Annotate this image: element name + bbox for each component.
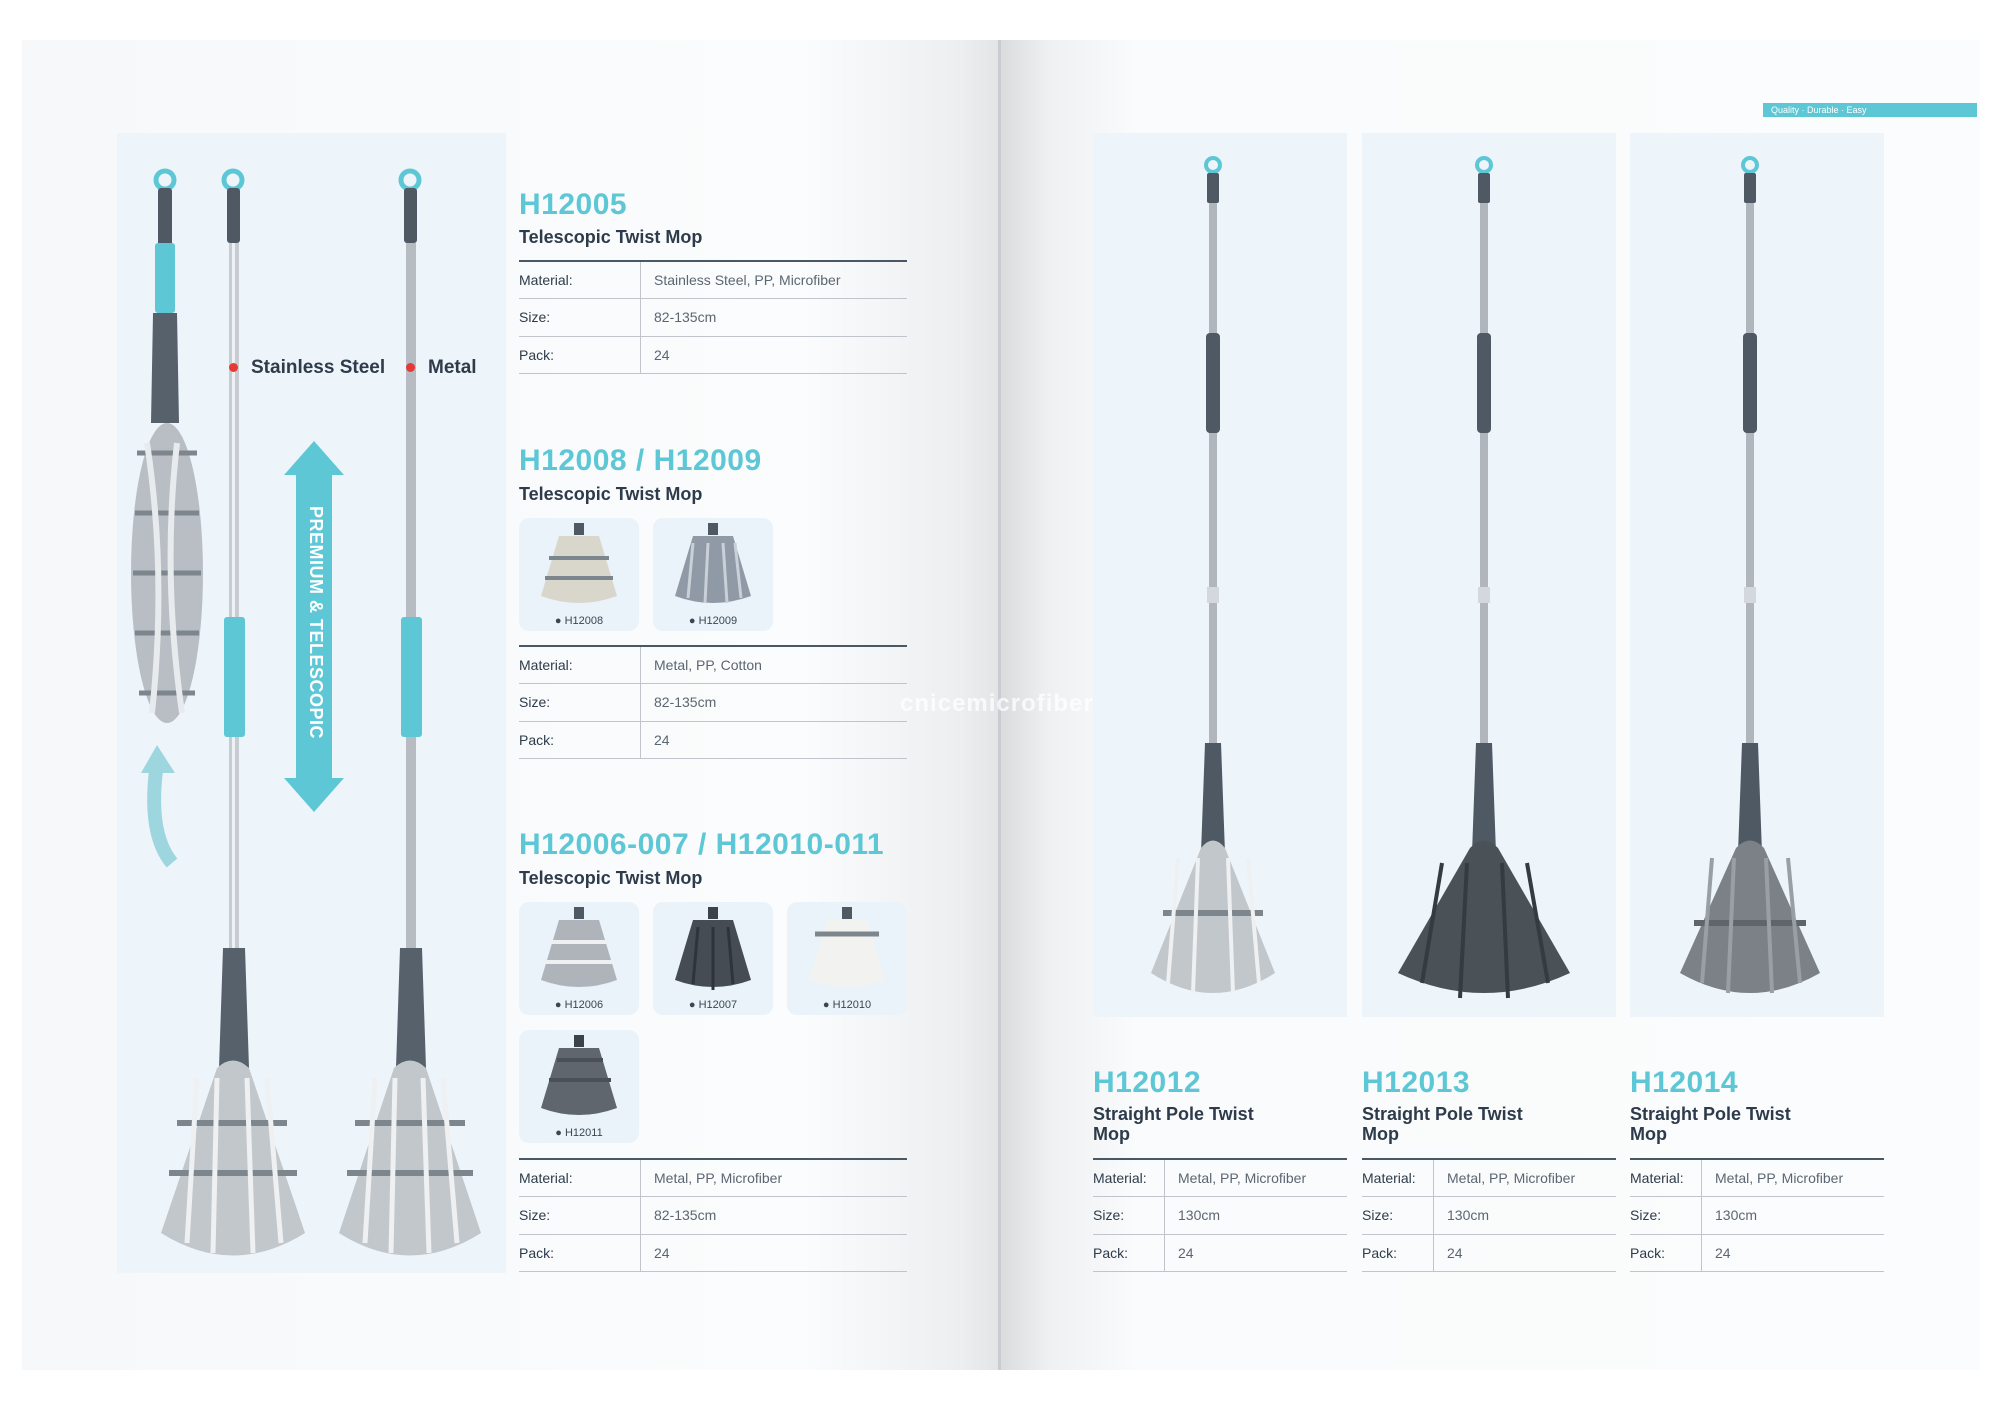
spec-row: Material: Stainless Steel, PP, Microfiber	[519, 261, 907, 299]
arrow-down-icon	[284, 778, 344, 812]
spec-row: Size: 82-135cm	[519, 299, 907, 337]
spec-row: Size: 82-135cm	[519, 1197, 907, 1235]
variant-thumb	[787, 902, 907, 1015]
arrow-text: PREMIUM & TELESCOPIC	[306, 505, 326, 739]
product-name: Telescopic Twist Mop	[519, 227, 703, 247]
model-title: H12006-007 / H12010-011	[519, 828, 885, 861]
model-title: H12008 / H12009	[519, 444, 762, 477]
metal-marker-dot	[406, 363, 415, 372]
variant-thumb	[653, 518, 773, 631]
mop-head-image	[653, 518, 773, 613]
variant-caption: ● H12007	[688, 999, 738, 1011]
spec-row: Material: Metal, PP, Microfiber	[519, 1159, 907, 1197]
spec-table	[519, 260, 907, 374]
spec-row: Size: 130cm	[1362, 1197, 1616, 1235]
spec-row: Size: 130cm	[1630, 1197, 1884, 1235]
label-stainless-steel: Stainless Steel	[251, 357, 386, 378]
spec-row: Pack: 24	[1630, 1234, 1884, 1272]
spec-row: Material: Metal, PP, Microfiber	[1362, 1159, 1616, 1197]
mop-head-image	[653, 902, 773, 997]
spec-row: Material: Metal, PP, Microfiber	[1093, 1159, 1347, 1197]
product-name: Straight Pole Twist Mop	[1362, 1104, 1523, 1144]
label-metal: Metal	[428, 357, 477, 378]
variant-caption: ● H12009	[688, 615, 738, 627]
product-photo	[1093, 133, 1347, 1017]
stainless-marker-dot	[229, 363, 238, 372]
spec-row: Size: 130cm	[1093, 1197, 1347, 1235]
straight-mop-image	[1630, 133, 1884, 1017]
variant-thumb	[519, 518, 639, 631]
variant-caption: ● H12010	[822, 999, 872, 1011]
spec-table	[519, 645, 907, 759]
spec-row: Size: 82-135cm	[519, 684, 907, 722]
spec-row: Pack: 24	[1093, 1234, 1347, 1272]
spec-table	[1362, 1158, 1616, 1272]
product-photo	[1630, 133, 1884, 1017]
hero-panel	[117, 133, 506, 1273]
product-name: Telescopic Twist Mop	[519, 868, 703, 888]
spec-table	[1093, 1158, 1347, 1272]
spec-row: Pack: 24	[519, 721, 907, 759]
product-name: Straight Pole Twist Mop	[1630, 1104, 1791, 1144]
product-photo	[1362, 133, 1616, 1017]
variant-thumb	[519, 1030, 639, 1143]
tagline-bar: Quality · Durable · Easy	[1763, 103, 1977, 117]
variant-caption: ● H12008	[554, 615, 604, 627]
variant-caption: ● H12006	[554, 999, 604, 1011]
variant-thumb	[519, 902, 639, 1015]
product-name: Telescopic Twist Mop	[519, 484, 703, 504]
product-name: Straight Pole Twist Mop	[1093, 1104, 1254, 1144]
spec-row: Pack: 24	[519, 1234, 907, 1272]
watermark: cnicemicrofiber	[900, 690, 1094, 717]
spec-row: Material: Metal, PP, Microfiber	[1630, 1159, 1884, 1197]
model-title: H12013	[1362, 1066, 1471, 1099]
spec-row: Pack: 24	[519, 336, 907, 374]
straight-mop-image	[1362, 133, 1616, 1017]
mop-head-image	[787, 902, 907, 997]
mop-head-image	[519, 902, 639, 997]
model-title: H12005	[519, 188, 628, 221]
model-title: H12014	[1630, 1066, 1739, 1099]
model-title: H12012	[1093, 1066, 1202, 1099]
variant-caption: ● H12011	[555, 1127, 603, 1139]
spec-table	[519, 1158, 907, 1272]
spec-row: Pack: 24	[1362, 1234, 1616, 1272]
straight-mop-image	[1093, 133, 1347, 1017]
variant-thumb	[653, 902, 773, 1015]
spec-row: Material: Metal, PP, Cotton	[519, 646, 907, 684]
spec-table	[1630, 1158, 1884, 1272]
mop-head-image	[519, 1030, 639, 1125]
mop-head-image	[519, 518, 639, 613]
